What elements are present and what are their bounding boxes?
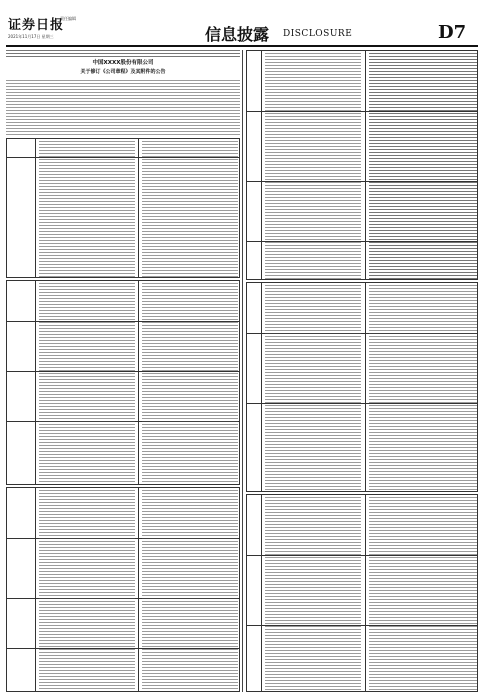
newspaper-logo: 证券日报 [8,18,65,33]
section-title: 信息披露 [205,25,270,44]
amendment-table-1 [6,138,240,278]
right-column [246,50,478,692]
notice-subheading: 关于修订《公司章程》及其附件的公告 [80,69,166,75]
notice-heading: 中国XXXX股份有限公司 [92,60,154,66]
amendment-table-4 [246,50,478,280]
notice-body [6,80,240,136]
amendment-table-6 [246,494,478,692]
intro-line [6,50,240,58]
left-column [6,50,240,692]
page-header [0,0,484,44]
amendment-table-2 [6,280,240,485]
section-title-en: DISCLOSURE [283,29,353,39]
date-line: 2021年11月17日 星期三 [8,34,54,39]
amendment-table-5 [246,282,478,492]
column-divider [242,50,243,692]
page-number: D7 [438,22,467,43]
header-rule [6,45,478,47]
notice-heading-block [46,58,200,78]
editor-line: 责任编辑 [60,16,76,21]
amendment-table-3 [6,487,240,692]
